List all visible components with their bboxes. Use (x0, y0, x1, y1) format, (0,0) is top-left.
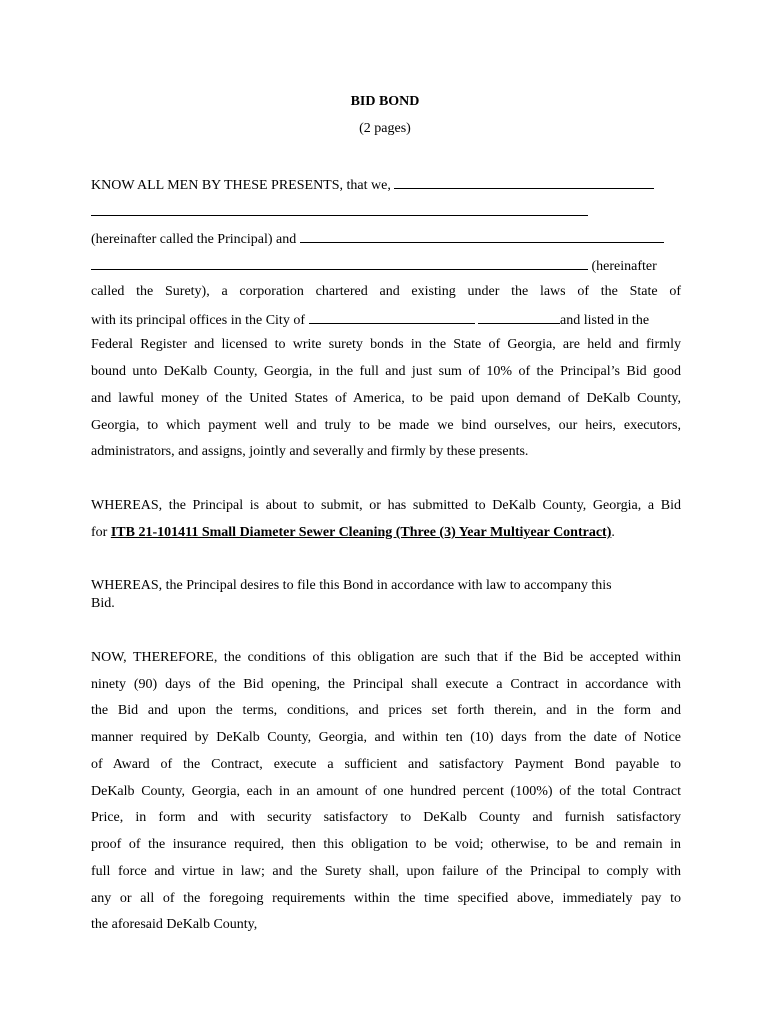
surety-name-blank-2[interactable] (91, 256, 588, 270)
p4-line-6: DeKalb County, Georgia, each in an amount of one hundred percent (100%) of the total Contract (91, 784, 681, 799)
p1-line-6 (91, 310, 681, 330)
state-blank[interactable] (478, 310, 560, 324)
city-blank[interactable] (309, 310, 475, 324)
p2-line-1: WHEREAS, the Principal is about to submit, or has submitted to DeKalb County, Georgia, a Bid (91, 498, 681, 513)
p3-line-2: Bid. (91, 596, 115, 611)
p4-line-8: proof of the insurance required, then this obligation to be void; otherwise, to be and remain in (91, 837, 681, 852)
surety-name-blank[interactable] (300, 229, 664, 243)
p3-line-1: WHEREAS, the Principal desires to file this Bond in accordance with law to accompany this (91, 578, 612, 593)
p1-line-1-text: KNOW ALL MEN BY THESE PRESENTS, that we, (91, 178, 391, 193)
p4-line-1: NOW, THEREFORE, the conditions of this obligation are such that if the Bid be accepted within (91, 650, 681, 665)
p4-line-3: the Bid and upon the terms, conditions, and prices set forth therein, and in the form and (91, 703, 681, 718)
p1-line-3-text: (hereinafter called the Principal) and (91, 232, 297, 247)
itb-title: ITB 21-101411 Small Diameter Sewer Cleaning (Three (3) Year Multiyear Contract) (110, 525, 612, 540)
p2-line-2-prefix: for (91, 525, 108, 540)
p1-line-1 (91, 175, 681, 195)
p4-line-7: Price, in form and with security satisfactory to DeKalb County and furnish satisfactory (91, 810, 681, 825)
p2-line-2 (91, 524, 681, 542)
p4-line-9: full force and virtue in law; and the Surety shall, upon failure of the Principal to comply with (91, 864, 681, 879)
p1-line-4 (91, 256, 681, 276)
p1-line-3 (91, 229, 681, 249)
p1-line-6-text-a: with its principal offices in the City of (91, 313, 305, 328)
p1-line-9: and lawful money of the United States of America, to be paid upon demand of DeKalb County, (91, 391, 681, 406)
document-subtitle: (2 pages) (359, 121, 411, 136)
principal-name-blank[interactable] (394, 175, 654, 189)
p1-line-7: Federal Register and licensed to write surety bonds in the State of Georgia, are held and firmly (91, 337, 681, 352)
p1-line-5: called the Surety), a corporation chartered and existing under the laws of the State of (91, 284, 681, 299)
p1-line-8: bound unto DeKalb County, Georgia, in the full and just sum of 10% of the Principal’s Bid good (91, 364, 681, 379)
p4-line-11: the aforesaid DeKalb County, (91, 917, 258, 932)
p1-line-11: administrators, and assigns, jointly and severally and firmly by these presents. (91, 444, 529, 459)
p1-line-4-text: (hereinafter (591, 259, 657, 274)
p2-line-2-suffix: . (611, 525, 615, 540)
p4-line-4: manner required by DeKalb County, Georgia, and within ten (10) days from the date of Notice (91, 730, 681, 745)
p4-line-5: of Award of the Contract, execute a sufficient and satisfactory Payment Bond payable to (91, 757, 681, 772)
p1-line-6-text-b: and listed in the (560, 313, 650, 328)
principal-name-blank-2[interactable] (91, 215, 588, 216)
p4-line-2: ninety (90) days of the Bid opening, the Principal shall execute a Contract in accordance with (91, 677, 681, 692)
document-title: BID BOND (350, 94, 420, 109)
p1-line-10: Georgia, to which payment well and truly to be made we bind ourselves, our heirs, executors, (91, 418, 681, 433)
p4-line-10: any or all of the foregoing requirements within the time specified above, immediately pay to (91, 891, 681, 906)
